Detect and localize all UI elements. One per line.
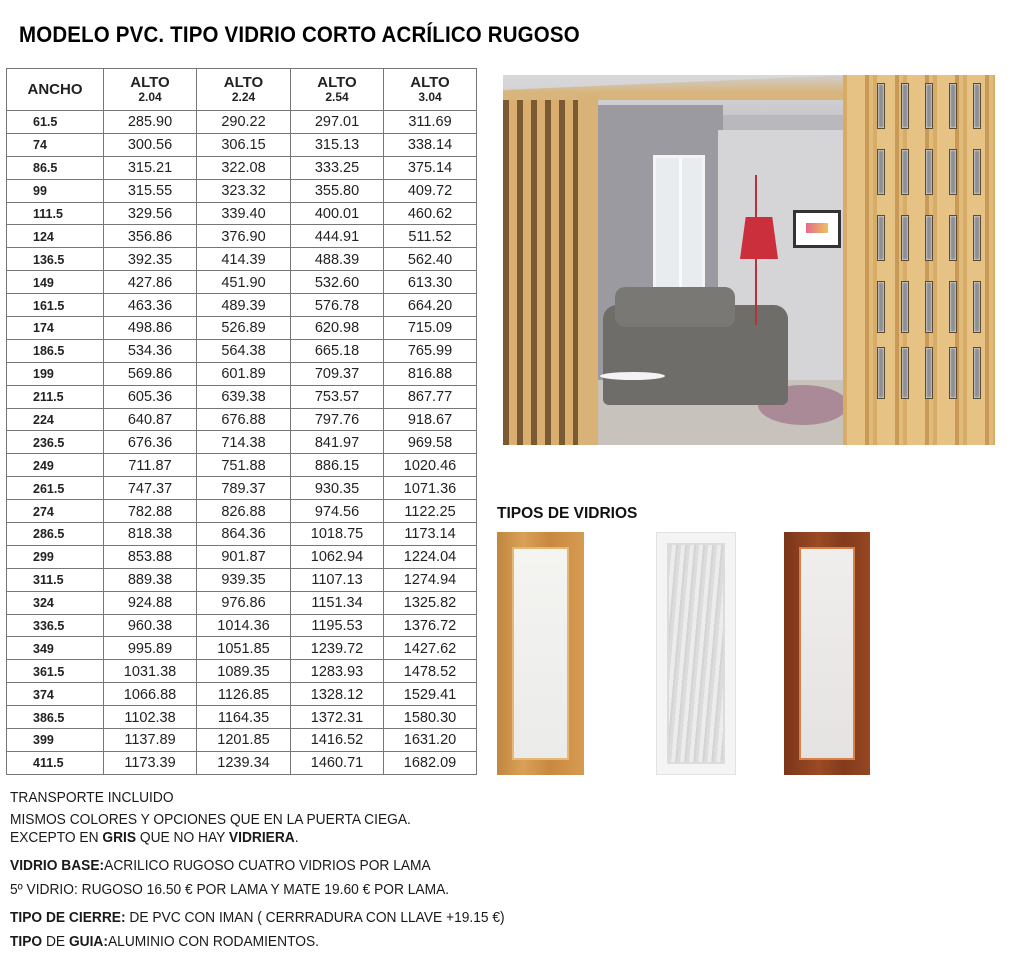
note-label: GUIA: — [68, 934, 108, 950]
table-row — [7, 706, 477, 729]
width-cell: 136.5 — [7, 248, 104, 271]
price-cell: 356.86 — [104, 225, 197, 248]
price-cell: 1682.09 — [384, 751, 477, 774]
price-cell: 711.87 — [104, 454, 197, 477]
note-exception — [10, 830, 299, 847]
door-glass-slot — [949, 347, 957, 399]
price-cell: 747.37 — [104, 477, 197, 500]
price-cell: 974.56 — [291, 500, 384, 523]
price-cell: 797.76 — [291, 408, 384, 431]
price-cell: 323.32 — [197, 179, 291, 202]
table-row — [7, 568, 477, 591]
price-cell: 290.22 — [197, 111, 291, 134]
price-cell: 1107.13 — [291, 568, 384, 591]
width-cell: 61.5 — [7, 111, 104, 134]
header-label: ALTO — [223, 74, 264, 91]
photo-window — [653, 155, 705, 295]
price-cell: 414.39 — [197, 248, 291, 271]
note-value: ALUMINIO CON RODAMIENTOS. — [107, 934, 319, 950]
door-glass-slot — [925, 215, 933, 261]
table-row — [7, 133, 477, 156]
price-cell: 511.52 — [384, 225, 477, 248]
door-glass-slot — [949, 83, 957, 129]
photo-sofa — [603, 305, 788, 405]
table-row — [7, 591, 477, 614]
note-value: DE PVC CON IMAN ( CERRRADURA CON LLAVE +19.15 €) — [125, 910, 505, 926]
price-cell: 1014.36 — [197, 614, 291, 637]
price-cell: 1102.38 — [104, 706, 197, 729]
width-cell: 274 — [7, 500, 104, 523]
table-row — [7, 454, 477, 477]
note-base-glass — [10, 858, 431, 875]
price-cell: 664.20 — [384, 294, 477, 317]
price-cell: 901.87 — [197, 545, 291, 568]
photo-folding-door-right — [843, 75, 995, 445]
price-cell: 329.56 — [104, 202, 197, 225]
note-same-options: MISMOS COLORES Y OPCIONES QUE EN LA PUERTA CIEGA. — [10, 812, 411, 828]
glass-types-title: TIPOS DE VIDRIOS — [497, 505, 638, 522]
table-row — [7, 111, 477, 134]
price-cell: 285.90 — [104, 111, 197, 134]
price-cell: 576.78 — [291, 294, 384, 317]
price-cell: 1126.85 — [197, 683, 291, 706]
price-cell: 864.36 — [197, 523, 291, 546]
note-text: . — [294, 830, 299, 846]
price-cell: 1325.82 — [384, 591, 477, 614]
header-ancho — [7, 69, 104, 111]
price-cell: 853.88 — [104, 545, 197, 568]
price-cell: 867.77 — [384, 385, 477, 408]
note-transport: TRANSPORTE INCLUIDO — [10, 790, 174, 806]
table-row — [7, 500, 477, 523]
width-cell: 374 — [7, 683, 104, 706]
table-row — [7, 271, 477, 294]
header-alto-2-04 — [104, 69, 197, 111]
price-cell: 400.01 — [291, 202, 384, 225]
note-label: TIPO DE CIERRE: — [10, 910, 126, 926]
table-row — [7, 408, 477, 431]
door-glass-slot — [949, 281, 957, 333]
price-cell: 315.55 — [104, 179, 197, 202]
width-cell: 411.5 — [7, 751, 104, 774]
price-cell: 995.89 — [104, 637, 197, 660]
price-cell: 1460.71 — [291, 751, 384, 774]
note-bold-grey: GRIS — [102, 830, 137, 846]
note-fifth-glass: 5º VIDRIO: RUGOSO 16.50 € POR LAMA Y MATE 19.60 € POR LAMA. — [10, 882, 450, 898]
price-cell: 1089.35 — [197, 660, 291, 683]
price-cell: 564.38 — [197, 339, 291, 362]
width-cell: 336.5 — [7, 614, 104, 637]
price-cell: 460.62 — [384, 202, 477, 225]
table-row — [7, 202, 477, 225]
width-cell: 199 — [7, 362, 104, 385]
table-row — [7, 362, 477, 385]
price-cell: 1031.38 — [104, 660, 197, 683]
price-cell: 1580.30 — [384, 706, 477, 729]
table-row — [7, 545, 477, 568]
header-height: 2.54 — [325, 90, 349, 104]
door-glass-slot — [901, 83, 909, 129]
table-row — [7, 683, 477, 706]
table-row — [7, 660, 477, 683]
door-glass-slot — [973, 347, 981, 399]
table-row — [7, 431, 477, 454]
glass-panel-oak — [497, 532, 584, 775]
table-row — [7, 317, 477, 340]
note-bold-glass: VIDRIERA — [228, 830, 295, 846]
width-cell: 174 — [7, 317, 104, 340]
price-cell: 1066.88 — [104, 683, 197, 706]
price-cell: 1239.34 — [197, 751, 291, 774]
price-cell: 782.88 — [104, 500, 197, 523]
width-cell: 349 — [7, 637, 104, 660]
header-alto-2-54 — [291, 69, 384, 111]
table-row — [7, 248, 477, 271]
price-cell: 1062.94 — [291, 545, 384, 568]
glass-pane — [799, 547, 855, 760]
door-glass-slot — [949, 215, 957, 261]
price-cell: 1328.12 — [291, 683, 384, 706]
header-label: ANCHO — [27, 80, 83, 98]
price-cell: 1478.52 — [384, 660, 477, 683]
price-cell: 789.37 — [197, 477, 291, 500]
living-room-folding-door-photo — [503, 75, 995, 445]
width-cell: 399 — [7, 729, 104, 752]
price-cell: 333.25 — [291, 156, 384, 179]
door-glass-slot — [877, 83, 885, 129]
price-cell: 709.37 — [291, 362, 384, 385]
price-cell: 532.60 — [291, 271, 384, 294]
width-cell: 386.5 — [7, 706, 104, 729]
price-table — [6, 68, 477, 775]
table-row — [7, 225, 477, 248]
price-cell: 392.35 — [104, 248, 197, 271]
price-cell: 1020.46 — [384, 454, 477, 477]
photo-door-post — [578, 95, 598, 445]
price-cell: 930.35 — [291, 477, 384, 500]
price-cell: 569.86 — [104, 362, 197, 385]
table-row — [7, 294, 477, 317]
price-cell: 818.38 — [104, 523, 197, 546]
price-cell: 765.99 — [384, 339, 477, 362]
width-cell: 124 — [7, 225, 104, 248]
price-cell: 613.30 — [384, 271, 477, 294]
price-cell: 355.80 — [291, 179, 384, 202]
price-cell: 889.38 — [104, 568, 197, 591]
price-cell: 939.35 — [197, 568, 291, 591]
price-cell: 463.36 — [104, 294, 197, 317]
price-cell: 338.14 — [384, 133, 477, 156]
header-label: ALTO — [410, 74, 450, 91]
note-label: TIPO — [10, 934, 43, 950]
price-cell: 1416.52 — [291, 729, 384, 752]
table-row — [7, 156, 477, 179]
table-row — [7, 477, 477, 500]
price-cell: 300.56 — [104, 133, 197, 156]
price-cell: 639.38 — [197, 385, 291, 408]
width-cell: 86.5 — [7, 156, 104, 179]
price-cell: 1164.35 — [197, 706, 291, 729]
table-row — [7, 637, 477, 660]
price-cell: 1151.34 — [291, 591, 384, 614]
door-glass-slot — [877, 149, 885, 195]
price-cell: 969.58 — [384, 431, 477, 454]
price-cell: 1427.62 — [384, 637, 477, 660]
width-cell: 249 — [7, 454, 104, 477]
price-cell: 1018.75 — [291, 523, 384, 546]
width-cell: 111.5 — [7, 202, 104, 225]
price-cell: 1201.85 — [197, 729, 291, 752]
width-cell: 211.5 — [7, 385, 104, 408]
price-cell: 1173.39 — [104, 751, 197, 774]
price-cell: 960.38 — [104, 614, 197, 637]
door-glass-slot — [949, 149, 957, 195]
price-cell: 976.86 — [197, 591, 291, 614]
door-glass-slot — [925, 281, 933, 333]
door-glass-slot — [901, 149, 909, 195]
price-cell: 488.39 — [291, 248, 384, 271]
glass-pane — [512, 547, 569, 760]
table-row — [7, 751, 477, 774]
price-cell: 886.15 — [291, 454, 384, 477]
price-cell: 498.86 — [104, 317, 197, 340]
note-text: EXCEPTO EN — [10, 830, 103, 846]
price-cell: 753.57 — [291, 385, 384, 408]
table-row — [7, 614, 477, 637]
photo-red-lamp — [740, 217, 778, 259]
width-cell: 99 — [7, 179, 104, 202]
note-closure — [10, 910, 505, 927]
price-cell: 339.40 — [197, 202, 291, 225]
price-cell: 751.88 — [197, 454, 291, 477]
door-glass-slot — [925, 347, 933, 399]
door-glass-slot — [925, 83, 933, 129]
price-cell: 676.88 — [197, 408, 291, 431]
price-cell: 640.87 — [104, 408, 197, 431]
price-cell: 620.98 — [291, 317, 384, 340]
width-cell: 324 — [7, 591, 104, 614]
glass-panel-white — [656, 532, 736, 775]
price-cell: 714.38 — [197, 431, 291, 454]
price-cell: 444.91 — [291, 225, 384, 248]
price-cell: 715.09 — [384, 317, 477, 340]
price-cell: 526.89 — [197, 317, 291, 340]
page-title: MODELO PVC. TIPO VIDRIO CORTO ACRÍLICO RUGOSO — [19, 22, 580, 47]
price-cell: 311.69 — [384, 111, 477, 134]
price-cell: 315.13 — [291, 133, 384, 156]
price-cell: 375.14 — [384, 156, 477, 179]
price-cell: 1239.72 — [291, 637, 384, 660]
price-cell: 1071.36 — [384, 477, 477, 500]
header-label: ALTO — [317, 74, 357, 91]
price-cell: 1376.72 — [384, 614, 477, 637]
header-alto-2-24 — [197, 69, 291, 111]
width-cell: 261.5 — [7, 477, 104, 500]
price-cell: 1631.20 — [384, 729, 477, 752]
door-glass-slot — [877, 281, 885, 333]
price-cell: 306.15 — [197, 133, 291, 156]
price-cell: 451.90 — [197, 271, 291, 294]
price-cell: 826.88 — [197, 500, 291, 523]
price-cell: 841.97 — [291, 431, 384, 454]
header-alto-3-04 — [384, 69, 477, 111]
note-label: VIDRIO BASE: — [10, 858, 105, 874]
door-glass-slot — [973, 83, 981, 129]
price-cell: 315.21 — [104, 156, 197, 179]
price-cell: 605.36 — [104, 385, 197, 408]
price-cell: 1274.94 — [384, 568, 477, 591]
width-cell: 236.5 — [7, 431, 104, 454]
price-cell: 1372.31 — [291, 706, 384, 729]
photo-side-table — [600, 372, 665, 380]
width-cell: 149 — [7, 271, 104, 294]
table-row — [7, 339, 477, 362]
price-cell: 322.08 — [197, 156, 291, 179]
width-cell: 299 — [7, 545, 104, 568]
width-cell: 361.5 — [7, 660, 104, 683]
price-cell: 601.89 — [197, 362, 291, 385]
price-cell: 1122.25 — [384, 500, 477, 523]
price-cell: 562.40 — [384, 248, 477, 271]
price-table-header-row — [7, 69, 477, 111]
price-cell: 924.88 — [104, 591, 197, 614]
header-height: 2.04 — [138, 90, 162, 104]
door-glass-slot — [901, 347, 909, 399]
price-cell: 1224.04 — [384, 545, 477, 568]
note-text: QUE NO HAY — [136, 830, 229, 846]
price-cell: 1051.85 — [197, 637, 291, 660]
table-row — [7, 729, 477, 752]
width-cell: 224 — [7, 408, 104, 431]
door-glass-slot — [901, 215, 909, 261]
width-cell: 311.5 — [7, 568, 104, 591]
table-row — [7, 179, 477, 202]
door-glass-slot — [973, 149, 981, 195]
price-cell: 665.18 — [291, 339, 384, 362]
door-glass-slot — [973, 281, 981, 333]
door-glass-slot — [877, 215, 885, 261]
note-value: ACRILICO RUGOSO CUATRO VIDRIOS POR LAMA — [104, 858, 431, 874]
price-cell: 534.36 — [104, 339, 197, 362]
price-cell: 409.72 — [384, 179, 477, 202]
width-cell: 74 — [7, 133, 104, 156]
price-cell: 1529.41 — [384, 683, 477, 706]
door-glass-slot — [901, 281, 909, 333]
glass-panel-walnut — [784, 532, 870, 775]
header-height: 3.04 — [418, 90, 442, 104]
width-cell: 286.5 — [7, 523, 104, 546]
door-glass-slot — [877, 347, 885, 399]
price-cell: 676.36 — [104, 431, 197, 454]
price-cell: 816.88 — [384, 362, 477, 385]
header-height: 2.24 — [231, 90, 256, 104]
price-cell: 376.90 — [197, 225, 291, 248]
price-cell: 1195.53 — [291, 614, 384, 637]
photo-picture-frame — [793, 210, 841, 248]
note-guide — [10, 934, 319, 951]
price-cell: 489.39 — [197, 294, 291, 317]
width-cell: 186.5 — [7, 339, 104, 362]
header-label: ALTO — [130, 74, 170, 91]
door-glass-slot — [925, 149, 933, 195]
table-row — [7, 523, 477, 546]
width-cell: 161.5 — [7, 294, 104, 317]
price-cell: 1173.14 — [384, 523, 477, 546]
note-text: DE — [42, 934, 69, 950]
price-cell: 1283.93 — [291, 660, 384, 683]
price-cell: 297.01 — [291, 111, 384, 134]
price-table-body — [7, 111, 477, 775]
table-row — [7, 385, 477, 408]
price-cell: 1137.89 — [104, 729, 197, 752]
price-cell: 427.86 — [104, 271, 197, 294]
glass-pane — [667, 543, 725, 764]
door-glass-slot — [973, 215, 981, 261]
price-cell: 918.67 — [384, 408, 477, 431]
